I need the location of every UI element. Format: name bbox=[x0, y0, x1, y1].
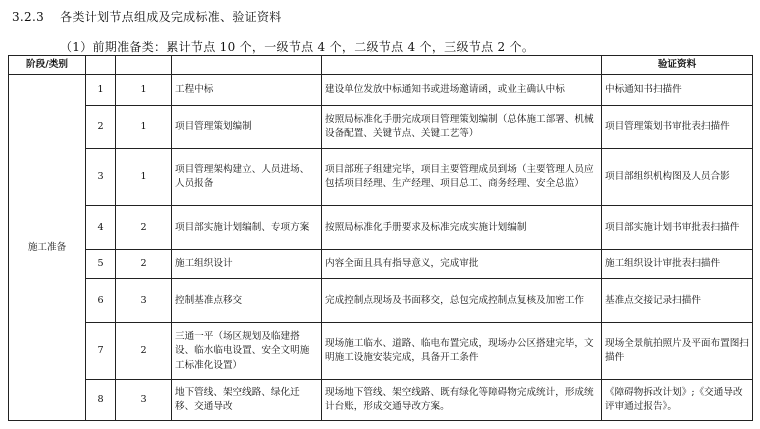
header-level bbox=[116, 56, 172, 75]
row-level: 3 bbox=[116, 279, 172, 323]
section-title: 各类计划节点组成及完成标准、验证资料 bbox=[60, 10, 282, 24]
table-row bbox=[9, 380, 753, 421]
row-standard: 内容全面且具有指导意义，完成审批 bbox=[322, 250, 602, 279]
node-standard-table bbox=[8, 55, 753, 421]
row-number: 7 bbox=[86, 323, 116, 380]
row-level: 3 bbox=[116, 380, 172, 421]
row-node: 三通一平（场区规划及临建搭设、临水临电设置、安全文明施工标准化设置） bbox=[172, 323, 322, 380]
row-level: 2 bbox=[116, 206, 172, 250]
row-node: 地下管线、架空线路、绿化迁移、交通导改 bbox=[172, 380, 322, 421]
table-row bbox=[9, 279, 753, 323]
table-row bbox=[9, 250, 753, 279]
row-node: 控制基准点移交 bbox=[172, 279, 322, 323]
row-number: 1 bbox=[86, 75, 116, 106]
table-row bbox=[9, 106, 753, 149]
row-standard: 现场施工临水、道路、临电布置完成，现场办公区搭建完毕，文明施工设施安装完成，具备开工条件 bbox=[322, 323, 602, 380]
row-number: 5 bbox=[86, 250, 116, 279]
row-evidence: 项目部实施计划书审批表扫描件 bbox=[602, 206, 753, 250]
row-standard: 建设单位发放中标通知书或进场邀请函，或业主确认中标 bbox=[322, 75, 602, 106]
row-evidence: 基准点交接记录扫描件 bbox=[602, 279, 753, 323]
row-evidence: 现场全景航拍照片及平面布置图扫描件 bbox=[602, 323, 753, 380]
row-node: 工程中标 bbox=[172, 75, 322, 106]
row-node: 施工组织设计 bbox=[172, 250, 322, 279]
row-level: 1 bbox=[116, 75, 172, 106]
row-evidence: 中标通知书扫描件 bbox=[602, 75, 753, 106]
header-standard bbox=[322, 56, 602, 75]
row-standard: 现场地下管线、架空线路、既有绿化等障碍物完成统计，形成统计台账，形成交通导改方案。 bbox=[322, 380, 602, 421]
header-stage: 阶段/类别 bbox=[9, 56, 86, 75]
row-evidence: 施工组织设计审批表扫描件 bbox=[602, 250, 753, 279]
row-standard: 完成控制点现场及书面移交，总包完成控制点复核及加密工作 bbox=[322, 279, 602, 323]
row-standard: 按照局标准化手册完成项目管理策划编制（总体施工部署、机械设备配置、关键节点、关键工艺等） bbox=[322, 106, 602, 149]
header-node bbox=[172, 56, 322, 75]
row-number: 6 bbox=[86, 279, 116, 323]
header-evidence: 验证资料 bbox=[602, 56, 753, 75]
table-header-row bbox=[9, 56, 753, 75]
row-number: 2 bbox=[86, 106, 116, 149]
row-evidence: 项目管理策划书审批表扫描件 bbox=[602, 106, 753, 149]
row-level: 1 bbox=[116, 149, 172, 206]
row-level: 2 bbox=[116, 250, 172, 279]
row-standard: 项目部班子组建完毕，项目主要管理成员到场（主要管理人员应包括项目经理、生产经理、项目总工、商务经理、安全总监） bbox=[322, 149, 602, 206]
section-heading bbox=[12, 8, 282, 25]
row-level: 1 bbox=[116, 106, 172, 149]
table-row bbox=[9, 323, 753, 380]
row-node: 项目管理架构建立、人员进场、人员报备 bbox=[172, 149, 322, 206]
row-level: 2 bbox=[116, 323, 172, 380]
row-standard: 按照局标准化手册要求及标准完成实施计划编制 bbox=[322, 206, 602, 250]
row-number: 8 bbox=[86, 380, 116, 421]
row-number: 3 bbox=[86, 149, 116, 206]
row-number: 4 bbox=[86, 206, 116, 250]
intro-line: （1）前期准备类：累计节点 10 个，一级节点 4 个，二级节点 4 个，三级节点 2 个。 bbox=[60, 40, 535, 54]
table-row bbox=[9, 206, 753, 250]
row-evidence: 《障碍物拆改计划》;《交通导改评审通过报告》。 bbox=[602, 380, 753, 421]
row-evidence: 项目部组织机构图及人员合影 bbox=[602, 149, 753, 206]
stage-cell: 施工准备 bbox=[9, 75, 86, 421]
row-node: 项目部实施计划编制、专项方案 bbox=[172, 206, 322, 250]
table-row bbox=[9, 149, 753, 206]
section-number: 3.2.3 bbox=[12, 10, 45, 24]
row-node: 项目管理策划编制 bbox=[172, 106, 322, 149]
table-row bbox=[9, 75, 753, 106]
header-no bbox=[86, 56, 116, 75]
